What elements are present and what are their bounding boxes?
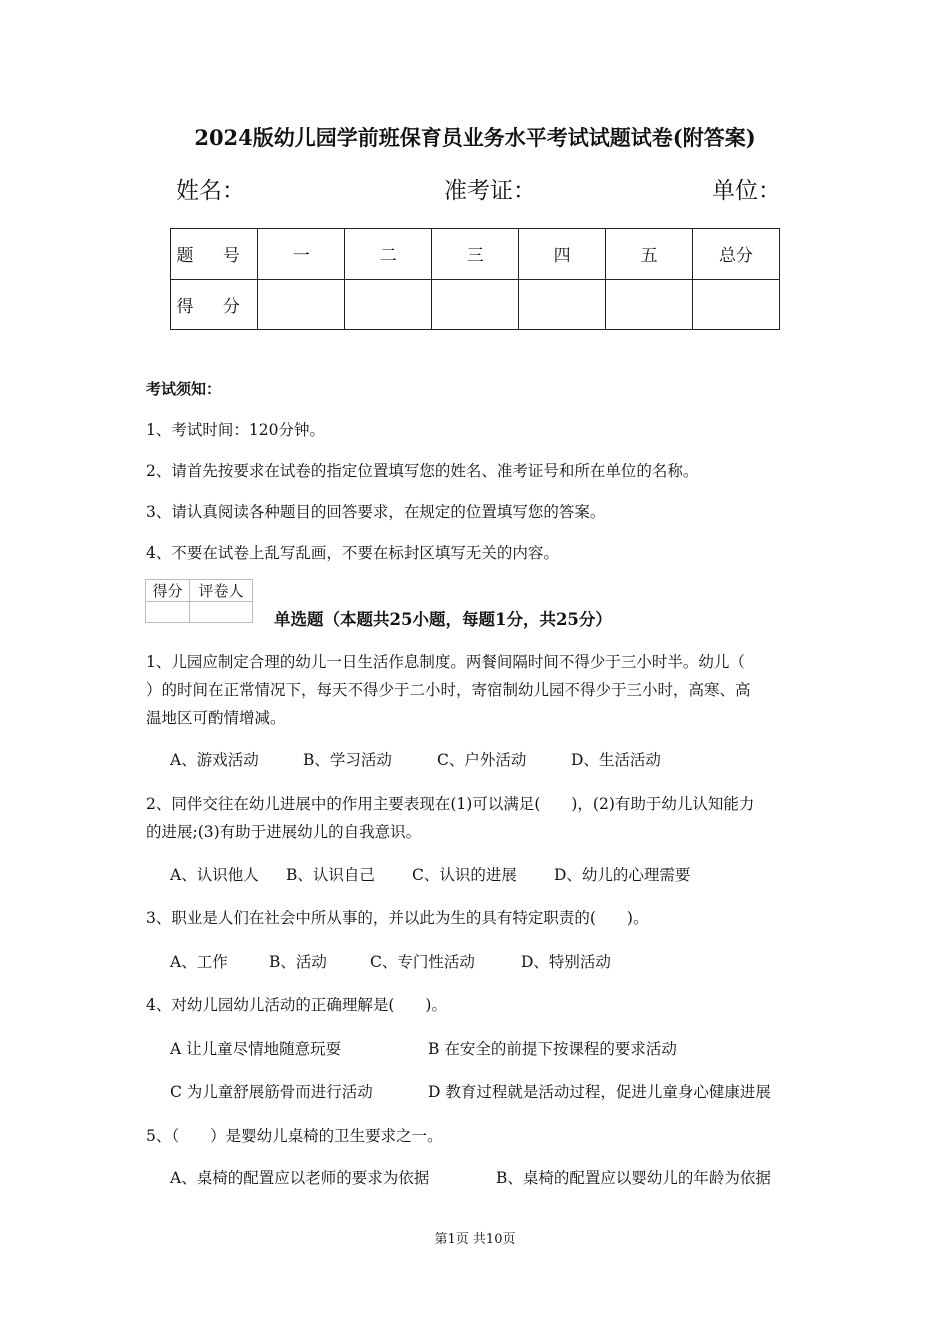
score-col-total: 总分	[693, 229, 780, 280]
notice-heading: 考试须知：	[146, 380, 222, 398]
question-2-line: 的进展;(3)有助于进展幼儿的自我意识。	[146, 823, 422, 841]
score-table-header-row	[171, 229, 780, 280]
score-table-row-label: 得 分	[171, 279, 258, 330]
question-1-option-b[interactable]: B、学习活动	[303, 751, 392, 769]
question-3-option-a[interactable]: A、工作	[170, 953, 228, 971]
notice-item: 3、请认真阅读各种题目的回答要求，在规定的位置填写您的答案。	[146, 503, 606, 521]
question-4-line: 4、对幼儿园幼儿活动的正确理解是( )。	[146, 996, 447, 1014]
question-2-option-d[interactable]: D、幼儿的心理需要	[554, 866, 691, 884]
score-col-5: 五	[606, 229, 693, 280]
grader-box	[145, 579, 253, 623]
question-1-line: 1、儿园应制定合理的幼儿一日生活作息制度。两餐间隔时间不得少于三小时半。幼儿（	[146, 653, 745, 671]
question-1-option-c[interactable]: C、户外活动	[437, 751, 527, 769]
question-2-option-a[interactable]: A、认识他人	[170, 866, 259, 884]
question-3-line: 3、职业是人们在社会中所从事的，并以此为生的具有特定职责的( )。	[146, 909, 649, 927]
question-3-option-c[interactable]: C、专门性活动	[370, 953, 475, 971]
score-cell-2[interactable]	[345, 279, 432, 330]
question-3-option-b[interactable]: B、活动	[269, 953, 327, 971]
question-4-option-d[interactable]: D 教育过程就是活动过程，促进儿童身心健康进展	[428, 1083, 771, 1101]
question-1-line: ）的时间在正常情况下，每天不得少于二小时，寄宿制幼儿园不得少于三小时，高寒、高	[146, 681, 751, 699]
question-4-option-a[interactable]: A 让儿童尽情地随意玩耍	[170, 1040, 342, 1058]
score-cell-total[interactable]	[693, 279, 780, 330]
grader-reviewer-cell[interactable]	[190, 602, 253, 623]
grader-reviewer-label: 评卷人	[190, 580, 253, 602]
question-2-line: 2、同伴交往在幼儿进展中的作用主要表现在(1)可以满足( )，(2)有助于幼儿认知能力	[146, 795, 755, 813]
question-1-option-a[interactable]: A、游戏活动	[170, 751, 259, 769]
question-1-option-d[interactable]: D、生活活动	[571, 751, 661, 769]
page-title: 2024版幼儿园学前班保育员业务水平考试试题试卷(附答案)	[194, 125, 756, 150]
grader-score-cell[interactable]	[146, 602, 190, 623]
name-field-label: 姓名：	[176, 178, 245, 204]
notice-item: 2、请首先按要求在试卷的指定位置填写您的姓名、准考证号和所在单位的名称。	[146, 462, 699, 480]
score-cell-3[interactable]	[432, 279, 519, 330]
question-4-option-c[interactable]: C 为儿童舒展筋骨而进行活动	[170, 1083, 373, 1101]
score-cell-4[interactable]	[519, 279, 606, 330]
score-cell-1[interactable]	[258, 279, 345, 330]
question-4-option-b[interactable]: B 在安全的前提下按课程的要求活动	[428, 1040, 677, 1058]
ticket-field-label: 准考证：	[444, 178, 536, 204]
question-5-option-b[interactable]: B、桌椅的配置应以婴幼儿的年龄为依据	[496, 1169, 771, 1187]
score-table	[170, 228, 780, 330]
unit-field-label: 单位：	[712, 178, 781, 204]
score-col-2: 二	[345, 229, 432, 280]
score-cell-5[interactable]	[606, 279, 693, 330]
notice-item: 1、考试时间：120分钟。	[146, 421, 325, 439]
score-col-3: 三	[432, 229, 519, 280]
question-3-option-d[interactable]: D、特别活动	[521, 953, 611, 971]
score-table-header-label: 题 号	[171, 229, 258, 280]
score-col-1: 一	[258, 229, 345, 280]
question-2-option-c[interactable]: C、认识的进展	[412, 866, 517, 884]
question-5-option-a[interactable]: A、桌椅的配置应以老师的要求为依据	[170, 1169, 430, 1187]
question-5-line: 5、（ ）是婴幼儿桌椅的卫生要求之一。	[146, 1127, 443, 1145]
page-footer: 第1页 共10页	[434, 1232, 516, 1247]
question-1-line: 温地区可酌情增减。	[146, 709, 286, 727]
notice-item: 4、不要在试卷上乱写乱画，不要在标封区填写无关的内容。	[146, 544, 559, 562]
score-table-score-row	[171, 279, 780, 330]
grader-score-label: 得分	[146, 580, 190, 602]
section-title: 单选题（本题共25小题，每题1分，共25分）	[274, 610, 612, 629]
score-col-4: 四	[519, 229, 606, 280]
question-2-option-b[interactable]: B、认识自己	[286, 866, 375, 884]
